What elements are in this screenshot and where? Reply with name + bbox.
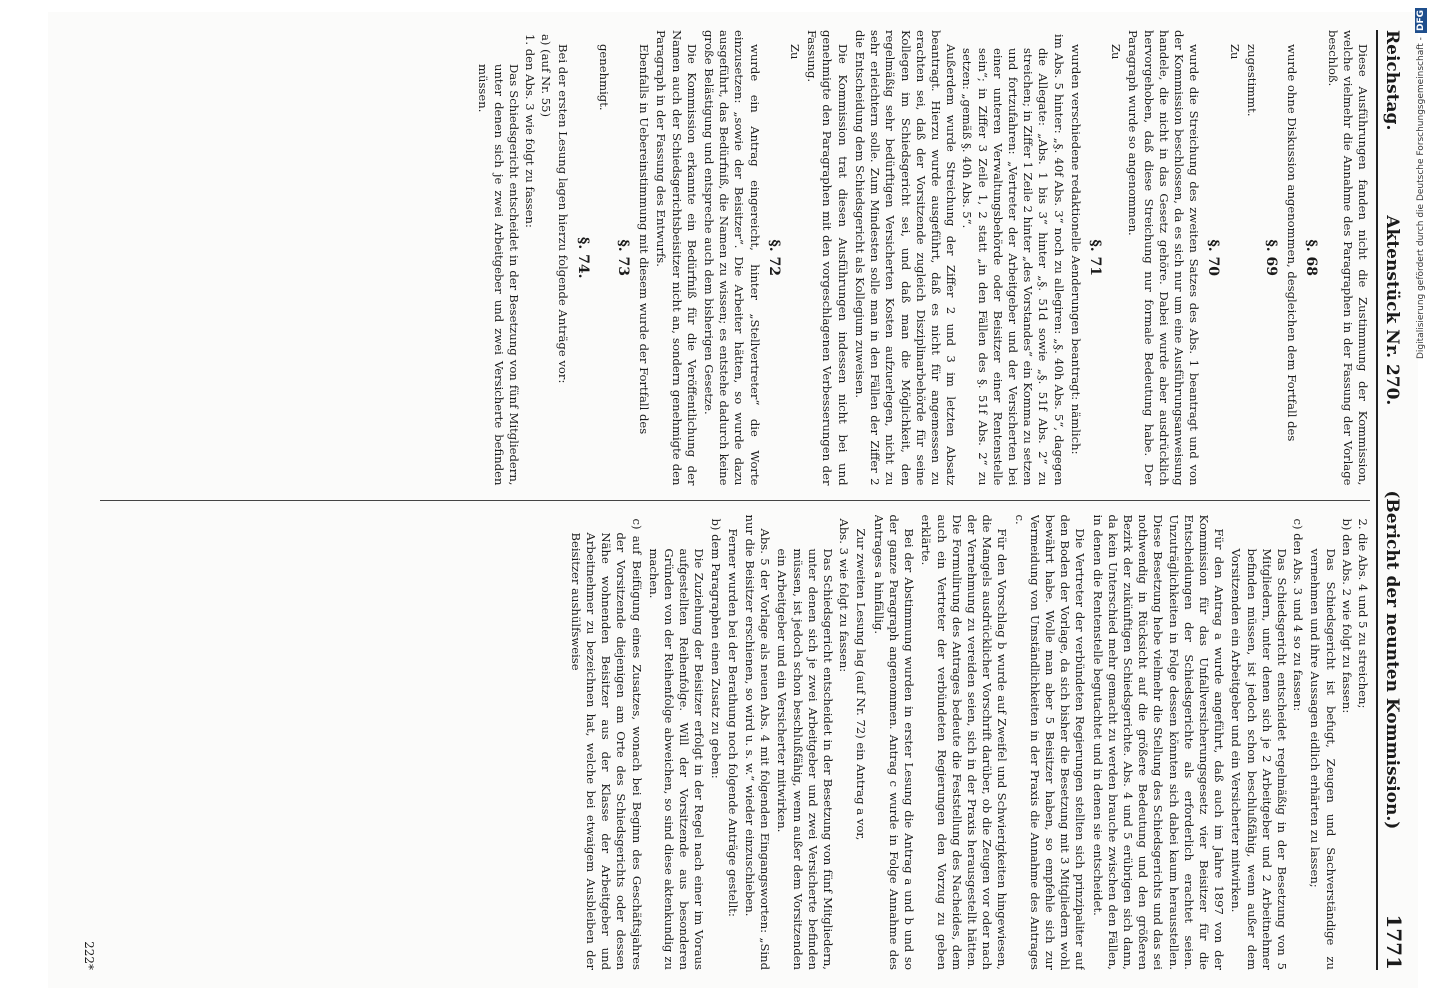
page-header xyxy=(1376,30,1406,970)
paragraph: Bei der Abstimmung wurden in erster Lesung die Antrag a und b und so der ganze Paragraph angenommen. Antrag c wurde in Folge Annahme des Antrages a hinfällig. xyxy=(871,514,917,970)
paragraph: Das Schiedsgericht entscheidet in der Besetzung von fünf Mitgliedern, unter denen sich je zwei Arbeitgeber und zwei Versicherte befinden müssen, ist jedoch schon beschlußfähig, wenn außer dem Vorsitzenden ein Arbeitgeber und ein Versicherter mitwirken. xyxy=(775,548,836,970)
list-item: a) (auf Nr. 55) xyxy=(539,34,554,118)
header-left: Reichstag. xyxy=(1382,30,1402,131)
paragraph: wurden verschiedene redaktionelle Aenderungen beantragt: nämlich: xyxy=(1068,44,1083,455)
paragraph: wurde ohne Diskussion angenommen, desgleichen dem Fortfall des xyxy=(1285,44,1300,442)
paragraph: Außerdem wurde Streichung der Ziffer 2 und 3 im letzten Absatz beantragt. Hierzu wurde ausgeführt, daß es nicht für angemessen zu erachten sei, daß der Vorsitzende zugleich Disziplinarbehörde für seine Kollegen im Schiedsgericht sei, und daß man die Möglichkeit, den regelmäßig sehr bedürftigen Versicherten Kosten aufzuerlegen, nicht zu sehr erleichtern solle. Zum Mindesten solle man in den Fällen der Ziffer 2 die Entscheidung dem Schiedsgericht als Kollegium zuweisen. xyxy=(852,30,959,486)
right-column xyxy=(100,515,1370,971)
paragraph: Für den Antrag a wurde angeführt, daß auch im Jahre 1897 von der Kommission für das Unfallversicherungsgesetz vier Beisitzer für die Entscheidungen der Schiedsgerichte als erforderlich erachtet seien. Unzuträglichkeiten in Folge dessen könnten sich dabei kaum herausstellen. Diese Besetzung hebe vielmehr die Stellung des Schiedsgerichts und das sei nothwendig in Rücksicht auf die größere Bedeutung und den größeren Bezirk der zukünftigen Schiedsgerichte. Abs. 4 und 5 erübrigen sich dann, da kein Unterschied mehr gemacht zu werden brauche zwischen den Fällen, in denen die Rentenstelle begutachtet und in denen sie entscheidet. xyxy=(1090,514,1227,970)
dfg-logo: DFG xyxy=(1416,10,1426,32)
list-item: 2. die Abs. 4 und 5 zu streichen; xyxy=(1356,518,1370,709)
paragraph: Ebenfalls in Uebereinstimmung mit diesem wurde der Fortfall des xyxy=(637,44,652,435)
paragraph: Diese Ausführungen fanden nicht die Zustimmung der Kommission, welche vielmehr die Annahme des Paragraphen in der Fassung der Vorlage beschloß. xyxy=(1325,30,1370,486)
paragraph: wurde die Streichung des zweiten Satzes des Abs. 1 beantragt und von der Kommission beschlossen, da es sich nur um eine Ausführungsanweisung handele, die nicht in das Gesetz gehöre. Dabei wurde aber ausdrücklich hervorgehoben, daß diese Streichung nur formale Bedeutung habe. Der Paragraph wurde so angenommen. xyxy=(1126,30,1202,486)
list-item: im Abs. 5 hinter: „§. 40f Abs. 3“ noch zu allegiren: „§. 40h Abs. 5“, dagegen die Allegate: „Abs. 1 bis 3“ hinter „§. 51d sowie „§. 51f Abs. 2“ zu streichen; in Ziffer 1 Zeile 2 hinter „des Vorstandes“ ein Komma zu setzen und fortzufahren: „Vertreter der Arbeitgeber und der Versicherten bei einer unteren Verwaltungsbehörde oder Beisitzer einer Rentenstelle sein“; in Ziffer 3 Zeile 1, 2 statt „in den Fällen des §. 51f Abs. 2“ zu setzen: „gemäß §. 40h Abs. 5“. xyxy=(960,34,1066,486)
section-heading: §. 71 xyxy=(1086,239,1103,277)
list-item: b) den Abs. 2 wie folgt zu fassen: xyxy=(1339,518,1354,714)
list-item: Abs. 3 wie folgt zu fassen: xyxy=(837,518,852,673)
rotated-page-content xyxy=(48,12,1418,988)
header-center: Aktenstück Nr. 270. xyxy=(1382,215,1402,406)
paragraph: Zu xyxy=(788,44,803,60)
paragraph: Die Vertreter der verbündeten Regierungen stellten sich prinzipaliter auf den Boden der Vorlage, da sich bisher die Besetzung mit 3 Mitgliedern wohl bewährt habe. Wolle man aber 5 Beisitzer haben, so empfehle sich zur Vermeidung von Umständlichkeiten in der Praxis die Annahme des Antrages c. xyxy=(1012,514,1088,970)
paragraph: Abs. 5 der Vorlage als neuen Abs. 4 mit folgenden Eingangsworten: „Sind nur die Beisitzer erschienen, so wird u. s. w.“ wieder einzuschieben. xyxy=(743,514,773,970)
scanned-page xyxy=(48,12,1418,988)
paragraph: Die Kommission erkannte ein Bedürfniß für die Veröffentlichung der Namen auch der Schiedsgerichtsbeisitzer nicht an, sondern genehmigte den Paragraph in der Fassung des Entwurfs. xyxy=(654,30,699,486)
paragraph: Die Zuziehung der Beisitzer erfolgt in der Regel nach einer im Voraus aufgestellten Reihenfolge. Will der Vorsitzende aus besonderen Gründen von der Reihenfolge abweichen, so sind diese aktenkundig zu machen. xyxy=(646,548,707,970)
section-heading: §. 70 xyxy=(1205,239,1222,277)
section-heading: §. 72 xyxy=(765,239,782,277)
header-right-center: (Bericht der neunten Kommission.) xyxy=(1382,490,1402,830)
digitization-credit xyxy=(1412,8,1430,988)
section-heading: §. 74. xyxy=(574,237,591,279)
section-heading: §. 73 xyxy=(615,239,632,277)
paragraph: Die Kommission trat diesen Ausführungen indessen nicht bei und genehmigte den Paragraphen mit den vorgeschlagenen Verbesserungen der Fassung. xyxy=(805,30,850,486)
paragraph: Zu xyxy=(1109,44,1124,60)
list-item: b) dem Paragraphen einen Zusatz zu geben: xyxy=(708,518,723,779)
paragraph: Das Schiedsgericht ist befugt, Zeugen und Sachverständige zu vernehmen und ihre Aussagen eidlich erhärten zu lassen; xyxy=(1308,548,1338,970)
paragraph: Für den Vorschlag b wurde auf Zweifel und Schwierigkeiten hingewiesen, die Mangels ausdrücklicher Vorschrift darüber, ob die Zeugen vor oder nach der Vernehmung zu vereiden seien, sich in der Praxis herausgestellt hätten. Die Formulirung des Antrages bedeute die Feststellung des Nacheides, dem auch ein Vertreter der verbündeten Regierungen den Vorzug zu geben erklärte. xyxy=(919,514,1010,970)
column-divider xyxy=(100,500,1370,501)
paragraph: Bei der ersten Lesung lagen hierzu folgende Anträge vor: xyxy=(556,44,571,384)
paragraph: Zu xyxy=(1227,44,1242,60)
paragraph: genehmigt. xyxy=(596,44,611,111)
paragraph: Ferner wurden bei der Berathung noch folgende Anträge gestellt: xyxy=(725,528,740,917)
section-heading: §. 69 xyxy=(1262,239,1279,277)
paragraph: zugestimmt. xyxy=(1244,44,1259,117)
signature-mark: 222* xyxy=(82,941,96,970)
paragraph: wurde ein Antrag eingereicht, hinter „Stellvertreter“ die Worte einzusetzen: „sowie der Beisitzer“. Die Arbeiter hätten, so wurde dazu ausgeführt, das Bedürfniß, die Namen zu wissen; es entstehe dadurch keine große Belästigung und entspreche auch dem bisherigen Gesetze. xyxy=(702,30,762,486)
text-columns xyxy=(100,30,1370,970)
paragraph: Das Schiedsgericht entscheidet regelmäßig in der Besetzung von 5 Mitgliedern, unter denen sich je 2 Arbeitgeber und 2 Arbeitnehmer befinden müssen, ist jedoch schon beschlußfähig, wenn außer dem Vorsitzenden ein Arbeitgeber und ein Versicherter mitwirken. xyxy=(1229,548,1289,970)
paragraph: Das Schiedsgericht entscheidet in der Besetzung von fünf Mitgliedern, unter denen sich je zwei Arbeitgeber und zwei Versicherte befinden müssen. xyxy=(476,64,521,486)
page-number: 1771 xyxy=(1382,914,1406,970)
list-item: 1. den Abs. 3 wie folgt zu fassen: xyxy=(523,34,538,228)
paragraph: Zur zweiten Lesung lag (auf Nr. 72) ein Antrag a vor, xyxy=(854,528,869,841)
left-column xyxy=(100,30,1370,486)
section-heading: §. 68 xyxy=(1303,239,1320,277)
list-item: c) auf Beifügung eines Zusatzes, wonach bei Beginn des Geschäftsjahres der Vorsitzende diejenigen am Orte des Schiedsgerichts oder dessen Nähe wohnenden Beisitzer aus der Klasse der Arbeitgeber und Arbeitnehmer zu bezeichnen hat, welche bei etwaigem Ausbleiben der Beisitzer aushülfsweise xyxy=(568,518,644,970)
credit-text: Digitalisierung gefördert durch die Deutsche Forschungsgemeinschaft - xyxy=(1416,37,1426,359)
list-item: c) den Abs. 3 und 4 so zu fassen: xyxy=(1291,518,1306,712)
